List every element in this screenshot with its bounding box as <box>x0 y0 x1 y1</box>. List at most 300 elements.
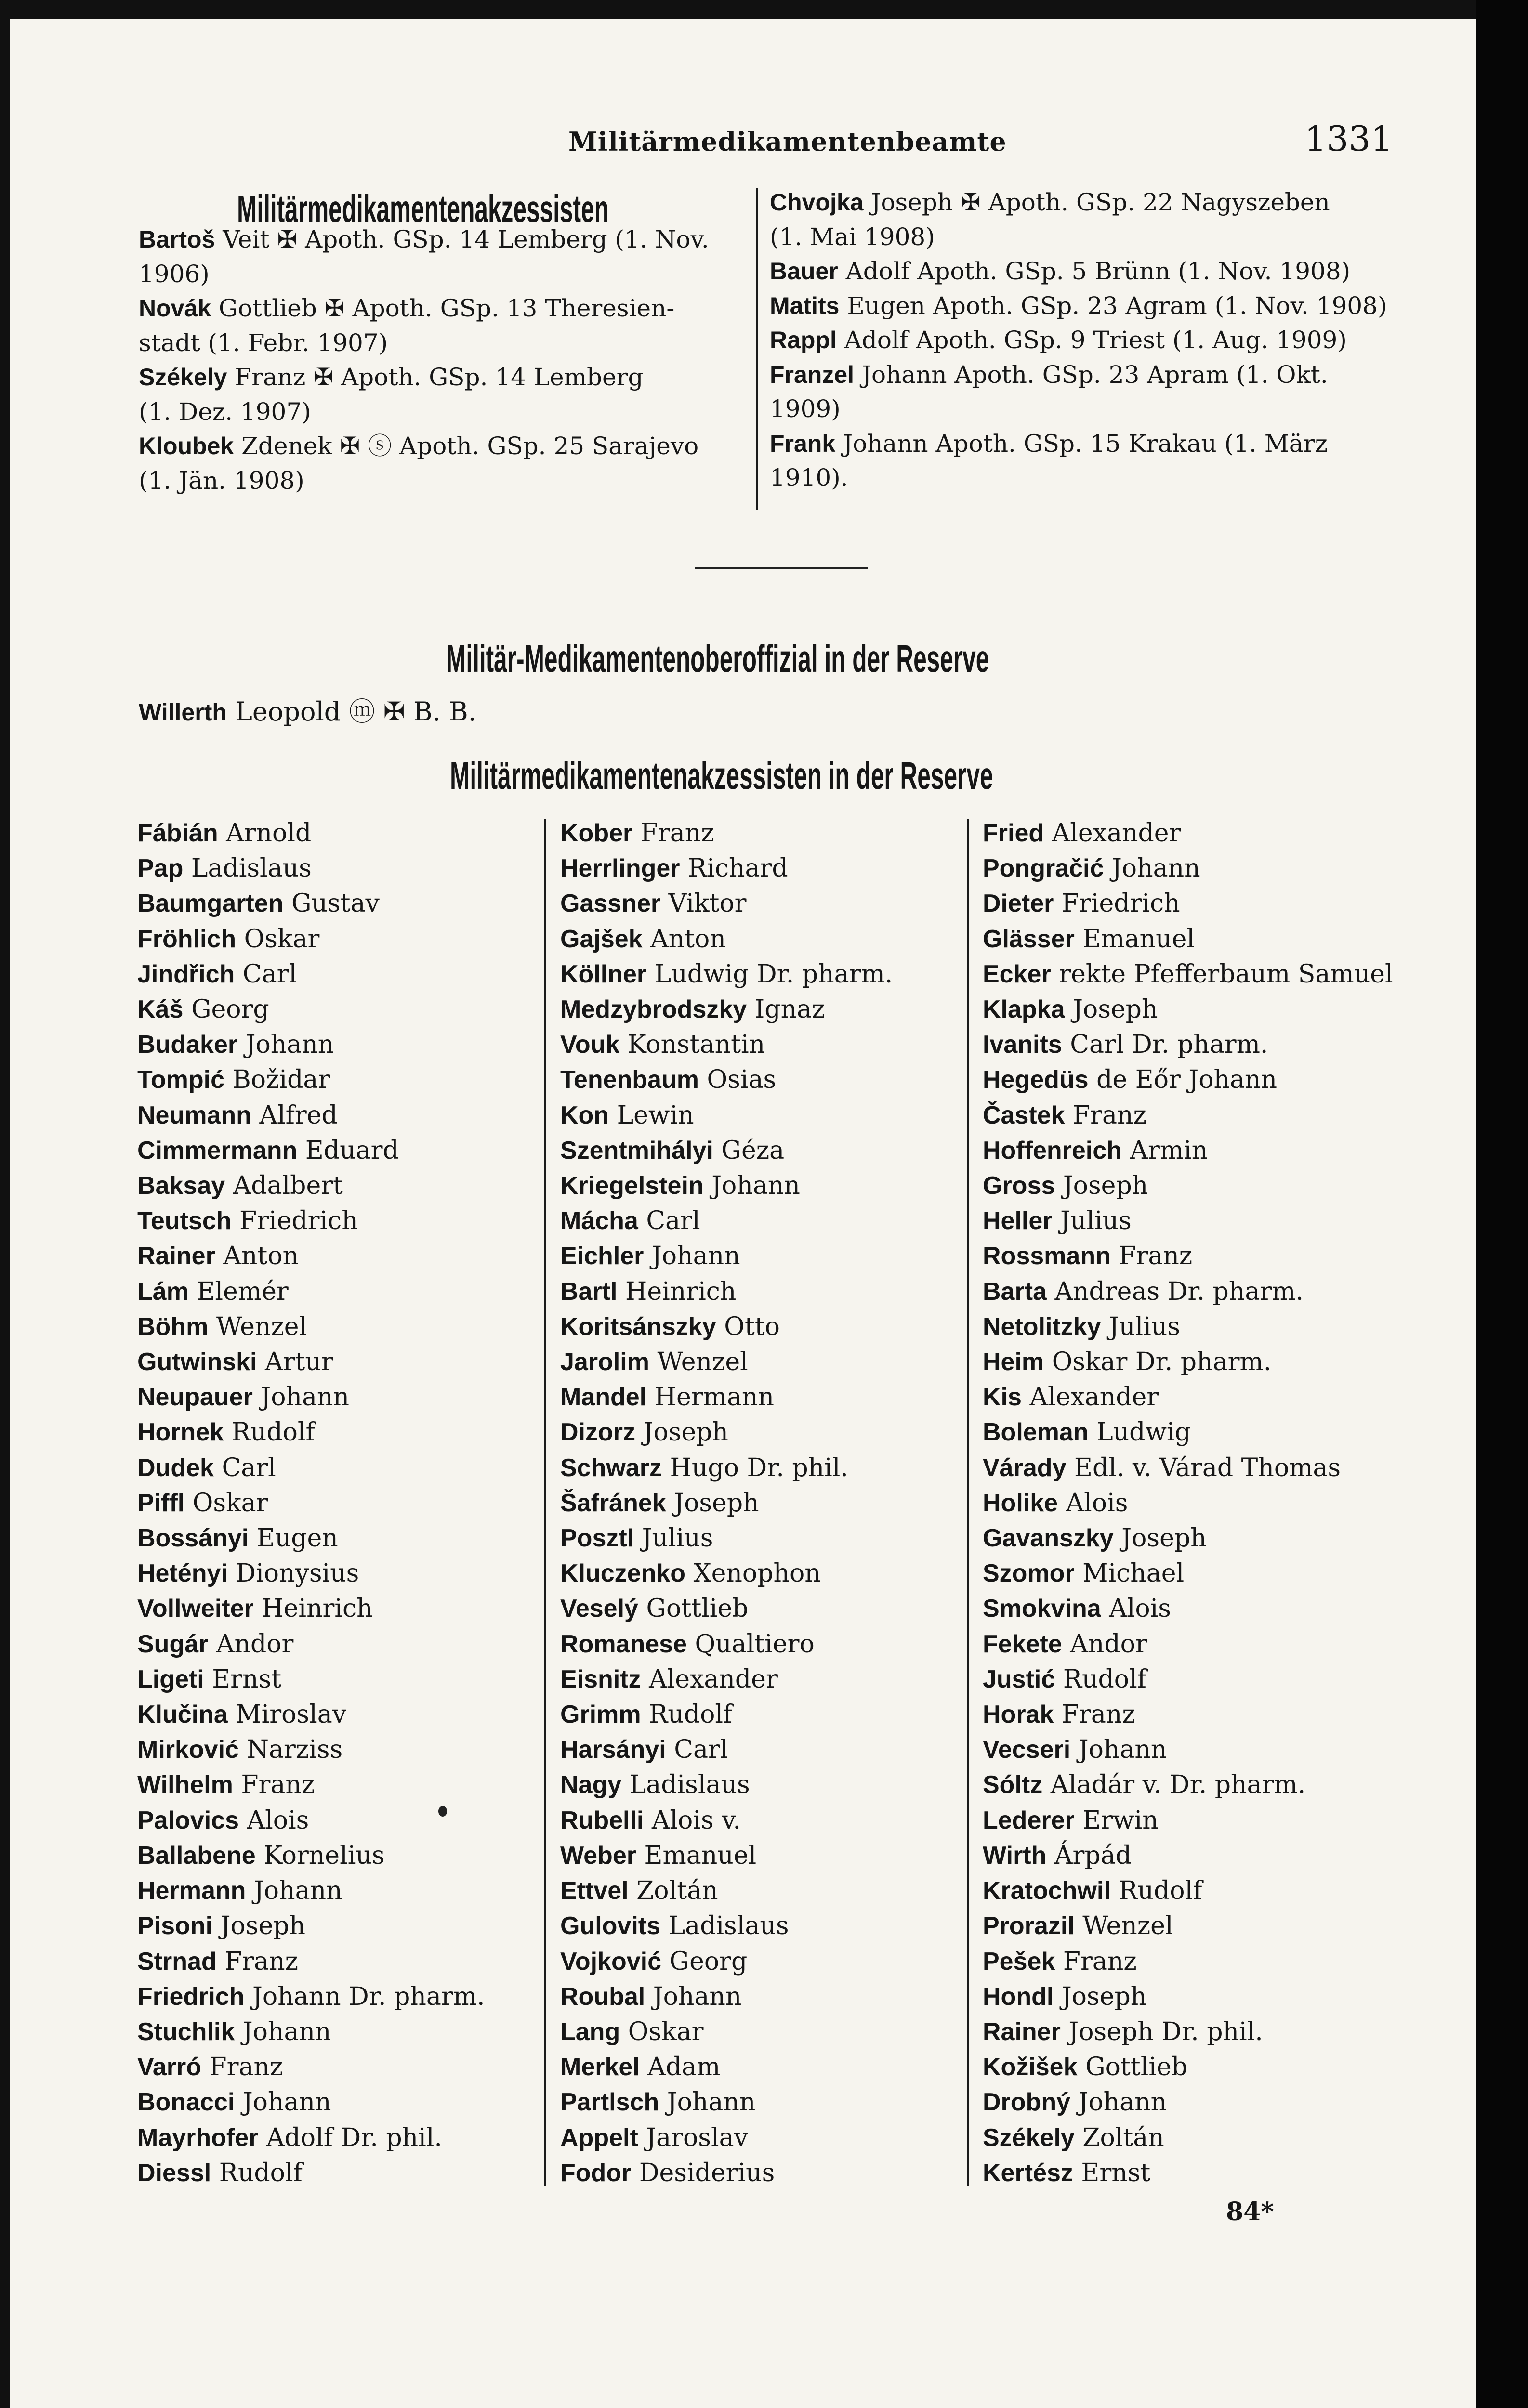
surname: Gross <box>983 1172 1055 1200</box>
surname: Boleman <box>983 1418 1089 1447</box>
given-name: Johann <box>667 2088 756 2117</box>
surname: Mirković <box>137 1736 239 1764</box>
list-item <box>983 1627 1393 1662</box>
list-item <box>137 2085 485 2120</box>
given-name: Xenophon <box>693 1559 821 1588</box>
surname: Stuchlik <box>137 2017 235 2046</box>
given-name: Ladislaus <box>191 854 312 883</box>
surname: Lederer <box>983 1806 1075 1834</box>
active-entries-right <box>770 185 1391 496</box>
entry: Franzel Johann Apoth. GSp. 23 Apram (1. Okt. 1909) <box>770 360 1328 423</box>
given-name: Edl. v. Várad Thomas <box>1074 1453 1341 1482</box>
column-divider <box>756 188 758 510</box>
given-name: Alexander <box>649 1664 778 1694</box>
surname: Posztl <box>560 1524 634 1553</box>
given-name: Dionysius <box>236 1559 359 1588</box>
given-name: Johann <box>242 2088 331 2117</box>
list-item <box>137 1274 485 1309</box>
list-item <box>983 1062 1393 1098</box>
surname: Pisoni <box>137 1912 213 1940</box>
surname: Vojković <box>560 1947 662 1976</box>
surname: Romanese <box>560 1630 687 1658</box>
given-name: Wenzel <box>657 1348 748 1377</box>
list-item <box>560 1697 893 1732</box>
list-item <box>983 1803 1393 1838</box>
surname: Klapka <box>983 995 1065 1024</box>
given-name: Johann <box>245 1030 334 1060</box>
given-name: Rudolf <box>1119 1876 1202 1906</box>
surname: Appelt <box>560 2123 638 2152</box>
surname: Várady <box>983 1453 1067 1482</box>
surname: Sóltz <box>983 1771 1043 1799</box>
list-item <box>137 1486 485 1521</box>
surname: Heller <box>983 1207 1053 1235</box>
given-name: Johann <box>1111 854 1200 883</box>
list-item <box>983 922 1393 957</box>
given-name: Konstantin <box>627 1030 765 1060</box>
section-heading-reserve-accessists: Militärmedikamentenakzessisten in der Reserve <box>450 754 993 797</box>
given-name: Friedrich <box>239 1206 358 1236</box>
given-name: Miroslav <box>236 1700 347 1729</box>
list-item <box>560 1521 893 1556</box>
surname: Nagy <box>560 1771 622 1799</box>
given-name: Rudolf <box>649 1700 733 1729</box>
section-separator <box>695 567 868 569</box>
list-item <box>137 851 485 886</box>
given-name: Wenzel <box>216 1312 307 1341</box>
given-name: Oskar <box>244 924 320 954</box>
list-item <box>560 1451 893 1486</box>
surname: Diessl <box>137 2159 211 2187</box>
surname: Medzybrodszky <box>560 995 747 1024</box>
given-name: Ladislaus <box>668 1911 789 1941</box>
column-divider <box>967 819 969 2186</box>
given-name: Georg <box>669 1947 748 1976</box>
surname: Vouk <box>560 1031 620 1059</box>
entry: Matits Eugen Apoth. GSp. 23 Agram (1. Nov. 1908) <box>770 291 1387 320</box>
list-item <box>137 2156 485 2191</box>
given-name: Johann <box>1078 2088 1167 2117</box>
given-name: Qualtiero <box>695 1629 815 1659</box>
given-name: Franz <box>241 1770 315 1800</box>
surname: Lang <box>560 2017 620 2046</box>
entry: Chvojka Joseph ✠ Apoth. GSp. 22 Nagyszeben (1. Mai 1908) <box>770 188 1330 251</box>
surname: Vollweiter <box>137 1595 254 1623</box>
list-item <box>983 851 1393 886</box>
given-name: Ignaz <box>754 995 825 1024</box>
list-item <box>560 1838 893 1873</box>
given-name: Eduard <box>305 1136 399 1165</box>
list-item <box>137 1133 485 1168</box>
list-item <box>983 1767 1393 1803</box>
given-name: Michael <box>1082 1559 1185 1588</box>
list-item <box>983 1098 1393 1133</box>
given-name: Gottlieb <box>1085 2053 1188 2082</box>
given-name: Emanuel <box>644 1841 757 1870</box>
surname: Dieter <box>983 890 1054 918</box>
list-item <box>983 1451 1393 1486</box>
given-name: Emanuel <box>1082 924 1195 954</box>
given-name: Géza <box>721 1136 785 1165</box>
surname: Justić <box>983 1665 1055 1693</box>
list-item <box>560 1168 893 1204</box>
list-item <box>560 2156 893 2191</box>
surname: Baksay <box>137 1172 225 1200</box>
signature-mark: 84* <box>1226 2197 1274 2226</box>
surname: Palovics <box>137 1806 239 1834</box>
surname: Veselý <box>560 1595 638 1623</box>
surname: Fried <box>983 819 1044 847</box>
surname: Wirth <box>983 1841 1047 1870</box>
given-name: Oskar Dr. pharm. <box>1052 1348 1272 1377</box>
list-item <box>137 1062 485 1098</box>
list-item <box>137 1662 485 1697</box>
surname: Gavanszky <box>983 1524 1114 1553</box>
list-item <box>560 1944 893 1979</box>
given-name: Oskar <box>628 2017 704 2046</box>
surname: Neupauer <box>137 1383 253 1412</box>
surname: Herrlinger <box>560 854 680 883</box>
list-item <box>137 1415 485 1450</box>
surname: Gutwinski <box>137 1348 257 1376</box>
surname: Köllner <box>560 960 647 988</box>
given-name: Eugen <box>256 1524 338 1553</box>
list-item <box>983 1556 1393 1591</box>
list-item <box>983 1697 1393 1732</box>
list-item <box>560 1027 893 1062</box>
given-name: Franz <box>1061 1700 1135 1729</box>
list-item <box>137 1732 485 1767</box>
reserve-list-column-1 <box>137 816 485 2191</box>
surname: Piffl <box>137 1489 185 1517</box>
surname: Glässer <box>983 925 1075 953</box>
given-name: Johann Dr. pharm. <box>252 1982 485 2011</box>
surname: Ligeti <box>137 1665 204 1693</box>
given-name: Johann <box>261 1383 349 1412</box>
given-name: Joseph <box>674 1488 759 1518</box>
list-item <box>983 1027 1393 1062</box>
surname: Bartl <box>560 1277 618 1306</box>
surname: Koritsánszky <box>560 1312 716 1341</box>
given-name: Zoltán <box>1082 2123 1164 2152</box>
given-name: rekte Pfefferbaum Samuel <box>1059 959 1393 989</box>
surname: Ivanits <box>983 1031 1062 1059</box>
list-item <box>983 2050 1393 2085</box>
list-item <box>560 1274 893 1309</box>
surname: Kon <box>560 1101 609 1129</box>
list-item <box>137 1345 485 1380</box>
given-name: Alois v. <box>651 1806 741 1835</box>
surname: Kertész <box>983 2159 1073 2187</box>
surname: Rainer <box>983 2017 1061 2046</box>
given-name: Richard <box>688 854 788 883</box>
given-name: Božidar <box>232 1065 330 1095</box>
surname: Mayrhofer <box>137 2123 259 2152</box>
list-item <box>983 1345 1393 1380</box>
given-name: Adam <box>647 2053 721 2082</box>
list-item <box>560 2085 893 2120</box>
list-item <box>983 992 1393 1027</box>
entry: Székely Franz ✠ Apoth. GSp. 14 Lemberg (1. Dez. 1907) <box>139 363 644 426</box>
surname: Ballabene <box>137 1841 256 1870</box>
given-name: Friedrich <box>1061 889 1180 918</box>
reserve-list-column-2 <box>560 816 893 2191</box>
given-name: Julius <box>1109 1312 1180 1341</box>
given-name: Franz <box>640 819 714 848</box>
surname: Szomor <box>983 1559 1075 1588</box>
list-item <box>560 1732 893 1767</box>
list-item <box>560 1415 893 1450</box>
surname: Kis <box>983 1383 1022 1412</box>
list-item <box>983 1486 1393 1521</box>
surname: Budaker <box>137 1031 238 1059</box>
list-item <box>137 2015 485 2050</box>
list-item <box>137 1168 485 1204</box>
given-name: Johann <box>1078 1735 1167 1765</box>
surname: Merkel <box>560 2053 640 2081</box>
list-item <box>137 2050 485 2085</box>
surname: Častek <box>983 1101 1065 1129</box>
given-name: Hugo Dr. phil. <box>670 1453 848 1482</box>
surname: Hondl <box>983 1982 1054 2011</box>
given-name: Joseph <box>643 1418 728 1447</box>
list-item <box>137 1239 485 1274</box>
given-name: Joseph <box>1061 1982 1147 2011</box>
list-item <box>983 1979 1393 2015</box>
list-item <box>983 816 1393 851</box>
surname: Kober <box>560 819 633 847</box>
list-item <box>560 1309 893 1345</box>
entry: Bartoš Veit ✠ Apoth. GSp. 14 Lemberg (1. Nov. 1906) <box>139 225 709 288</box>
given-name: Desiderius <box>639 2158 775 2187</box>
given-name: Alexander <box>1052 819 1181 848</box>
list-item <box>983 1732 1393 1767</box>
given-name: Gottlieb <box>646 1594 749 1623</box>
given-name: Ladislaus <box>629 1770 750 1800</box>
list-item <box>560 1380 893 1415</box>
given-name: Andreas Dr. pharm. <box>1054 1277 1304 1306</box>
list-item <box>983 1662 1393 1697</box>
given-name: Heinrich <box>625 1277 737 1306</box>
list-item <box>560 992 893 1027</box>
given-name: Andor <box>216 1629 294 1659</box>
column-divider <box>544 819 546 2186</box>
list-item <box>137 957 485 992</box>
entry: Kloubek Zdenek ✠ ⓢ Apoth. GSp. 25 Sarajevo (1. Jän. 1908) <box>139 432 699 495</box>
list-item <box>137 1027 485 1062</box>
scan-edge <box>1476 0 1528 2408</box>
given-name: Franz <box>1119 1242 1193 1271</box>
surname: Vecseri <box>983 1736 1071 1764</box>
list-item <box>137 1521 485 1556</box>
surname: Prorazil <box>983 1912 1075 1940</box>
list-item <box>137 922 485 957</box>
given-name: Lewin <box>617 1100 694 1130</box>
list-item <box>137 992 485 1027</box>
list-item <box>560 1098 893 1133</box>
list-item <box>560 1979 893 2015</box>
section-heading-reserve-officer: Militär-Medikamentenoberoffizial in der Reserve <box>446 637 989 680</box>
given-name: Georg <box>191 995 269 1024</box>
list-item <box>137 1979 485 2015</box>
list-item <box>560 957 893 992</box>
surname: Rainer <box>137 1242 215 1270</box>
given-name: Franz <box>1063 1947 1137 1976</box>
list-item <box>560 1556 893 1591</box>
given-name: Jaroslav <box>646 2123 749 2152</box>
given-name: Adalbert <box>233 1171 343 1201</box>
surname: Rubelli <box>560 1806 644 1834</box>
given-name: Carl <box>646 1206 700 1236</box>
entry: Novák Gottlieb ✠ Apoth. GSp. 13 Theresien- stadt (1. Febr. 1907) <box>139 294 675 357</box>
list-item <box>137 886 485 921</box>
list-item <box>560 1239 893 1274</box>
surname: Pongračić <box>983 854 1104 883</box>
surname: Lám <box>137 1277 189 1306</box>
surname: Fröhlich <box>137 925 237 953</box>
list-item <box>983 1415 1393 1450</box>
list-item <box>560 2050 893 2085</box>
surname: Jindřich <box>137 960 235 988</box>
list-item <box>137 1767 485 1803</box>
given-name: Narziss <box>247 1735 343 1765</box>
surname: Roubal <box>560 1982 645 2011</box>
list-item <box>983 2156 1393 2191</box>
list-item <box>560 1062 893 1098</box>
given-name: Joseph <box>220 1911 305 1941</box>
surname: Wilhelm <box>137 1771 233 1799</box>
list-item <box>560 1486 893 1521</box>
given-name: Kornelius <box>263 1841 385 1870</box>
surname: Strnad <box>137 1947 217 1976</box>
surname: Szentmihályi <box>560 1136 713 1165</box>
list-item <box>560 1803 893 1838</box>
list-item <box>983 1521 1393 1556</box>
given-name: Alois <box>1109 1594 1171 1623</box>
given-name: Rudolf <box>219 2158 303 2187</box>
list-item <box>137 816 485 851</box>
list-item <box>137 1944 485 1979</box>
list-item <box>983 2085 1393 2120</box>
surname: Bossányi <box>137 1524 249 1553</box>
given-name: Rudolf <box>231 1418 315 1447</box>
given-name: Viktor <box>668 889 747 918</box>
surname: Drobný <box>983 2088 1070 2117</box>
given-name: Joseph <box>1121 1524 1207 1553</box>
surname: Kožišek <box>983 2053 1078 2081</box>
surname: Smokvina <box>983 1595 1101 1623</box>
list-item <box>560 1591 893 1626</box>
list-item <box>560 1133 893 1168</box>
given-name: Alfred <box>259 1100 338 1130</box>
page-number: 1331 <box>1304 118 1393 159</box>
surname: Ecker <box>983 960 1051 988</box>
surname: Káš <box>137 995 184 1024</box>
surname: Hetényi <box>137 1559 228 1588</box>
list-item <box>137 2120 485 2156</box>
reserve-officer-entry: Willerth Leopold ⓜ ✠ B. B. <box>139 696 476 727</box>
entry: Frank Johann Apoth. GSp. 15 Krakau (1. März 1910). <box>770 429 1328 492</box>
given-name: Johann <box>653 1982 742 2011</box>
surname: Tenenbaum <box>560 1066 699 1094</box>
given-name: Rudolf <box>1063 1664 1146 1694</box>
surname: Eichler <box>560 1242 644 1270</box>
surname: Fodor <box>560 2159 632 2187</box>
given-name: Julius <box>1060 1206 1132 1236</box>
given-name: Erwin <box>1082 1806 1159 1835</box>
given-name: Gustav <box>291 889 380 918</box>
list-item <box>137 1627 485 1662</box>
list-item <box>983 2120 1393 2156</box>
given-name: Wenzel <box>1082 1911 1173 1941</box>
given-name: Carl <box>242 959 297 989</box>
surname: Fekete <box>983 1630 1062 1658</box>
active-entries-left <box>139 222 751 498</box>
list-item <box>137 1873 485 1909</box>
given-name: Joseph Dr. phil. <box>1068 2017 1263 2046</box>
surname: Partlsch <box>560 2088 659 2117</box>
list-item <box>983 1133 1393 1168</box>
list-item <box>983 1838 1393 1873</box>
given-name: Alois <box>1066 1488 1128 1518</box>
surname: Mandel <box>560 1383 647 1412</box>
surname: Netolitzky <box>983 1312 1101 1341</box>
given-name: Franz <box>224 1947 299 1976</box>
running-header: Militärmedikamentenbeamte <box>568 126 1007 157</box>
list-item <box>983 1274 1393 1309</box>
surname: Ettvel <box>560 1877 629 1905</box>
given-name: Alexander <box>1029 1383 1159 1412</box>
surname: Holike <box>983 1489 1058 1517</box>
surname: Teutsch <box>137 1207 232 1235</box>
given-name: Zoltán <box>636 1876 718 1906</box>
list-item <box>137 1803 485 1838</box>
list-item <box>560 1767 893 1803</box>
given-name: Andor <box>1070 1629 1147 1659</box>
list-item <box>137 1098 485 1133</box>
surname: Fábián <box>137 819 218 847</box>
surname: Hegedüs <box>983 1066 1089 1094</box>
list-item <box>560 2015 893 2050</box>
given-name: Ludwig Dr. pharm. <box>654 959 893 989</box>
list-item <box>560 2120 893 2156</box>
surname: Hornek <box>137 1418 224 1447</box>
surname: Gulovits <box>560 1912 661 1940</box>
surname: Pešek <box>983 1947 1055 1976</box>
list-item <box>560 922 893 957</box>
list-item <box>137 1309 485 1345</box>
given-name: Elemér <box>197 1277 289 1306</box>
list-item <box>560 1662 893 1697</box>
surname: Dudek <box>137 1453 214 1482</box>
list-item <box>560 1873 893 1909</box>
list-item <box>137 1591 485 1626</box>
list-item <box>983 2015 1393 2050</box>
given-name: Otto <box>724 1312 780 1341</box>
surname: Cimmermann <box>137 1136 298 1165</box>
list-item <box>983 957 1393 992</box>
list-item <box>560 1909 893 1944</box>
surname: Mácha <box>560 1207 638 1235</box>
list-item <box>137 1838 485 1873</box>
given-name: Anton <box>650 924 726 954</box>
list-item <box>983 1204 1393 1239</box>
print-speck <box>438 1806 447 1817</box>
reserve-list-column-3 <box>983 816 1393 2191</box>
given-name: Oskar <box>192 1488 268 1518</box>
surname: Baumgarten <box>137 890 284 918</box>
list-item <box>983 1309 1393 1345</box>
